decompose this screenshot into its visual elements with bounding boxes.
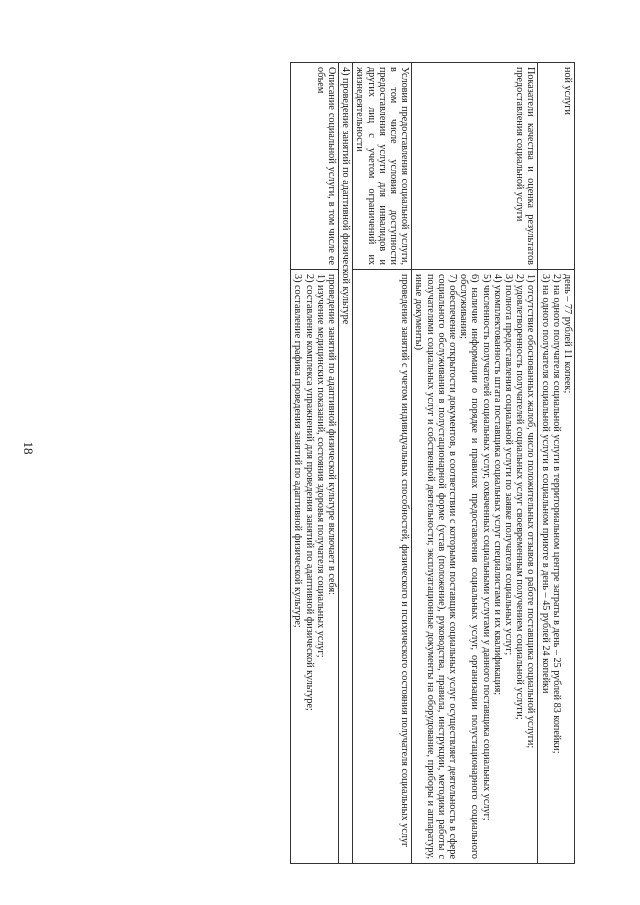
row-label: Описание социальной услуги, в том числе ее объем <box>291 63 339 270</box>
row-content <box>353 270 412 864</box>
row-content <box>291 270 339 864</box>
table-row <box>412 63 538 864</box>
content-line: 3) составление графика проведения занятий по адаптивной физической культуре; <box>292 274 304 628</box>
services-table <box>290 62 575 864</box>
content-line: проведение занятий по адаптивной физической культуре включает в себя: <box>325 274 337 595</box>
content-line: 3) на одного получателя социальной услуги в социальном приюте в день – 45 рублей 24 копейки <box>539 274 551 694</box>
section-heading: 4) проведение занятий по адаптивной физической культуре <box>338 63 352 864</box>
content-line: 2) составление комплекса упражнений для проведения занятий по адаптивной физической культуре; <box>303 274 315 711</box>
row-label: Условия предоставления социальной услуги, в том числе условия доступности предоставления услуги для инвалидов и других лиц с учетом ограничений их жизнедеятельности <box>353 63 412 270</box>
content-line: 1) отсутствие обоснованных жалоб, число положительных отзывов о работе поставщика социальной услуги; <box>525 274 537 749</box>
row-label: ной услуги <box>538 63 575 270</box>
content-line: 5) численность получателей социальных услуг, охваченных социальными услугами у данного поставщика социальных услуг; <box>480 274 492 821</box>
content-line: 3) полнота предоставления социальной услуги по заявке получателя социальных услуг; <box>502 274 514 656</box>
row-content <box>412 270 538 864</box>
content-line: 2) на одного получателя социальной услуги в территориальном центре затраты в день – 25 рублей 83 копейки; <box>550 274 562 754</box>
content-line: 2) удовлетворенность получателей социальных услуг своевременным получением социальной услуги; <box>514 274 526 720</box>
row-content <box>538 270 575 864</box>
content-line: день – 77 рублей 11 копеек; <box>562 274 573 394</box>
content-line: 7) обеспечение открытости документов, в соответствии с которыми поставщик социальных услуг осуществляет деятельность в сфере социального обслуживания в полустационарной форме (устав (положение), руководства, правила, инструкции, методики работы с получателями социальных услуг и собственной деятельности; эксплуатационные документы на оборудование, приборы и аппаратуру, иные документы) <box>413 274 458 859</box>
page-number: 18 <box>21 441 36 455</box>
content-line: 1) изучение медицинских показаний, состояния здоровья получателя социальных услуг; <box>314 274 326 658</box>
row-label: Показатели качества и оценка результатов предоставления социальной услуги <box>412 63 538 270</box>
table-row <box>538 63 575 864</box>
content-line: проведение занятий с учетом индивидуальных способностей, физического и психического состояния получателя социальных услуг <box>399 274 411 848</box>
table-row <box>291 63 339 864</box>
rotated-page-content <box>55 62 575 857</box>
content-line: 6) наличие информации о порядке и правилах предоставления социальных услуг, организации полустационарного социального обслуживания; <box>458 274 481 859</box>
table-row <box>338 63 352 864</box>
content-line: 4) укомплектованность штата поставщика социальных услуг специалистами и их квалификация; <box>491 274 503 696</box>
table-row <box>353 63 412 864</box>
